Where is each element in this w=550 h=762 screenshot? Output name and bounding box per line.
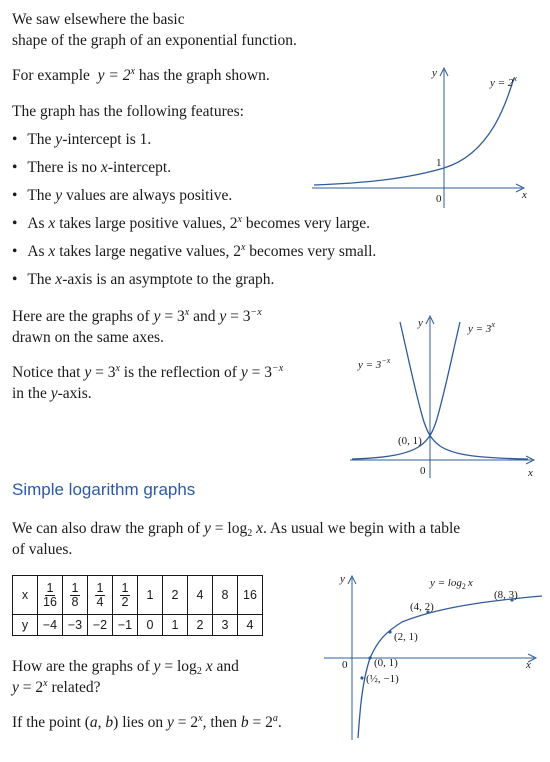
curve-2x (314, 78, 514, 185)
curve-label: $y = 2^x$ (490, 74, 517, 89)
feature-item: • As x takes large negative values, 2$^x$ becomes very small. (12, 242, 377, 260)
label-4-2: (4, 2) (410, 601, 434, 613)
table-cell: 1 (138, 576, 163, 615)
y-axis-label: y (340, 573, 345, 585)
row-label-x: x (13, 576, 38, 615)
y-axis-label: y (418, 317, 423, 329)
section2-line-4: in the y-axis. (12, 385, 92, 402)
table-cell: 0 (138, 615, 163, 636)
intro-line-2: shape of the graph of an exponential function. (12, 32, 297, 49)
table-cell: $\frac{1}{16}$ (38, 576, 63, 615)
table-cell: 4 (238, 615, 263, 636)
section-heading-log-graphs: Simple logarithm graphs (12, 480, 196, 499)
table-cell: −4 (38, 615, 63, 636)
x-axis-label: x (522, 189, 527, 201)
curve-label: $y = \log_2 x$ (430, 577, 473, 591)
origin-label: 0 (420, 465, 426, 477)
graph-log2 (322, 570, 544, 742)
table-cell: $\frac{1}{8}$ (63, 576, 88, 615)
point-1-0 (368, 656, 371, 659)
example-line: For example $y = 2^x$ has the graph shown. (12, 66, 270, 84)
section4-line-3: If the point (a, b) lies on $y = 2^x$, then $b = 2^a$. (12, 713, 282, 731)
table-cell: 2 (163, 576, 188, 615)
label-2-1: (2, 1) (394, 631, 418, 643)
section3-line-1: We can also draw the graph of $y = \log_2 x$. As usual we begin with a table (12, 520, 461, 539)
table-row-y (13, 615, 263, 636)
section3-line-2: of values. (12, 541, 73, 558)
table-cell: $\frac{1}{4}$ (88, 576, 113, 615)
point-label: (0, 1) (398, 435, 422, 447)
y-axis-label: y (432, 67, 437, 79)
intercept-label: 1 (436, 157, 442, 169)
point-half-neg1 (360, 676, 363, 679)
graph-exponential-2x (310, 62, 540, 212)
intro-line-1: We saw elsewhere the basic (12, 11, 185, 28)
values-table (12, 575, 263, 636)
x-axis-label: x (526, 659, 531, 671)
label-8-3: (8, 3) (494, 589, 518, 601)
table-row-x (13, 576, 263, 615)
graph-exponential-3x (348, 312, 538, 482)
table-cell: 16 (238, 576, 263, 615)
table-cell: −2 (88, 615, 113, 636)
feature-item: • The y-intercept is 1. (12, 131, 152, 148)
table-cell: −1 (113, 615, 138, 636)
section4-line-2: $y = 2^x$ related? (12, 678, 101, 696)
feature-item: • There is no x-intercept. (12, 159, 172, 176)
section2-line-1: Here are the graphs of $y = 3^x$ and $y = 3^{-x}$ (12, 307, 262, 325)
curve-3-neg-x-label: $y = 3^{-x}$ (358, 356, 391, 371)
feature-item: • As x takes large positive values, 2$^x$ becomes very large. (12, 214, 370, 232)
features-heading: The graph has the following features: (12, 103, 244, 120)
feature-item: • The y values are always positive. (12, 187, 233, 204)
x-axis-label: x (528, 467, 533, 479)
label-half-neg1: (½, −1) (366, 673, 399, 685)
row-label-y: y (13, 615, 38, 636)
section2-line-2: drawn on the same axes. (12, 329, 164, 346)
table-cell: 2 (188, 615, 213, 636)
curve-3x-label: $y = 3^x$ (468, 320, 495, 335)
origin-label: 0 (342, 659, 348, 671)
origin-label: 0 (436, 193, 442, 205)
point-2-1 (388, 630, 391, 633)
table-cell: −3 (63, 615, 88, 636)
label-1-0: (0, 1) (374, 657, 398, 669)
table-cell: 8 (213, 576, 238, 615)
section4-line-1: How are the graphs of $y = \log_2 x$ and (12, 658, 239, 677)
feature-item: • The x-axis is an asymptote to the graph. (12, 271, 275, 288)
table-cell: 1 (163, 615, 188, 636)
table-cell: $\frac{1}{2}$ (113, 576, 138, 615)
table-cell: 4 (188, 576, 213, 615)
section2-line-3: Notice that $y = 3^x$ is the reflection of $y = 3^{-x}$ (12, 363, 284, 381)
table-cell: 3 (213, 615, 238, 636)
